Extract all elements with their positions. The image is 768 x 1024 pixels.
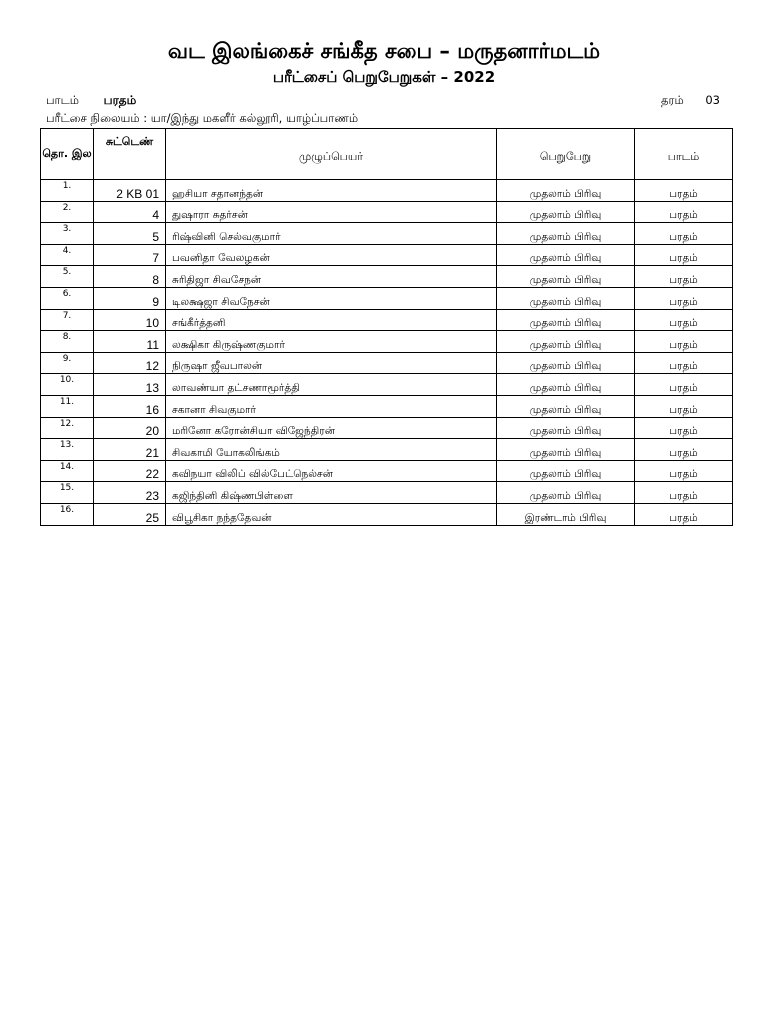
exam-center-row [46,110,358,126]
subject-cell: பரதம் [635,352,733,374]
index-number-cell: 8 [94,266,166,288]
table-row [41,460,733,482]
result-cell: முதலாம் பிரிவு [497,352,635,374]
student-name-cell: ரிஷ்வினி செல்வகுமார் [166,223,497,245]
result-cell: முதலாம் பிரிவு [497,482,635,504]
index-number-cell: 10 [94,309,166,331]
student-name-cell: நிருஷா ஜீவபாலன் [166,352,497,374]
table-row [41,439,733,461]
subject-cell: பரதம் [635,460,733,482]
table-row [41,395,733,417]
table-row [41,244,733,266]
grade-row [661,92,720,108]
results-body [41,180,733,526]
subject-cell: பரதம் [635,201,733,223]
subject-cell: பரதம் [635,395,733,417]
serial-number-cell: 8. [41,331,94,353]
index-number-cell: 2 KB 01 [94,180,166,202]
subject-row [46,92,136,108]
subject-cell: பரதம் [635,503,733,525]
index-number-cell: 23 [94,482,166,504]
student-name-cell: சங்கீர்த்தனி [166,309,497,331]
subject-cell: பரதம் [635,374,733,396]
document-subtitle: பரீட்சைப் பெறுபேறுகள் – 2022 [272,68,496,86]
index-number-cell: 4 [94,201,166,223]
index-number-cell: 22 [94,460,166,482]
index-number-cell: 16 [94,395,166,417]
student-name-cell: சிவகாமி யோகலிங்கம் [166,439,497,461]
serial-number-cell: 2. [41,201,94,223]
subject-cell: பரதம் [635,244,733,266]
subject-cell: பரதம் [635,482,733,504]
result-cell: இரண்டாம் பிரிவு [497,503,635,525]
serial-number-cell: 12. [41,417,94,439]
result-cell: முதலாம் பிரிவு [497,460,635,482]
subject-cell: பரதம் [635,180,733,202]
grade-value: 03 [705,93,720,107]
student-name-cell: ஹசியா சதானந்தன் [166,180,497,202]
subject-cell: பரதம் [635,287,733,309]
student-name-cell: லக்ஷிகா கிருஷ்ணகுமார் [166,331,497,353]
table-row [41,266,733,288]
header-full-name: முழுப்பெயர் [166,129,497,180]
index-number-cell: 7 [94,244,166,266]
exam-center-value: : யா/இந்து மகளீர் கல்லூரி, யாழ்ப்பாணம் [143,111,359,125]
serial-number-cell: 16. [41,503,94,525]
result-cell: முதலாம் பிரிவு [497,244,635,266]
result-cell: முதலாம் பிரிவு [497,201,635,223]
table-row [41,201,733,223]
subject-cell: பரதம் [635,266,733,288]
subject-cell: பரதம் [635,439,733,461]
result-cell: முதலாம் பிரிவு [497,287,635,309]
serial-number-cell: 1. [41,180,94,202]
result-cell: முதலாம் பிரிவு [497,266,635,288]
table-row [41,352,733,374]
grade-label: தரம் [661,93,684,107]
table-row [41,482,733,504]
serial-number-cell: 13. [41,439,94,461]
index-number-cell: 5 [94,223,166,245]
student-name-cell: மரினோ கரோன்சியா விஜேந்திரன் [166,417,497,439]
result-cell: முதலாம் பிரிவு [497,309,635,331]
student-name-cell: டிலக்ஷஜா சிவநேசன் [166,287,497,309]
index-number-cell: 20 [94,417,166,439]
table-row [41,503,733,525]
serial-number-cell: 7. [41,309,94,331]
document-title: வட இலங்கைச் சங்கீத சபை – மருதனார்மடம் [167,39,601,63]
subject-cell: பரதம் [635,309,733,331]
results-table [40,128,733,526]
index-number-cell: 9 [94,287,166,309]
index-number-cell: 11 [94,331,166,353]
result-cell: முதலாம் பிரிவு [497,180,635,202]
student-name-cell: சகானா சிவகுமார் [166,395,497,417]
serial-number-cell: 5. [41,266,94,288]
student-name-cell: லாவண்யா தட்சணாமூர்த்தி [166,374,497,396]
serial-number-cell: 9. [41,352,94,374]
table-row [41,309,733,331]
results-header-row [41,129,733,180]
student-name-cell: கஜிந்தினி கிஷ்ணபிள்ளை [166,482,497,504]
index-number-cell: 13 [94,374,166,396]
serial-number-cell: 11. [41,395,94,417]
serial-number-cell: 15. [41,482,94,504]
subject-cell: பரதம் [635,417,733,439]
header-result: பெறுபேறு [497,129,635,180]
table-row [41,331,733,353]
header-serial-number: தொ. இல [41,129,94,180]
subject-cell: பரதம் [635,331,733,353]
table-row [41,374,733,396]
exam-center-label: பரீட்சை நிலையம் [46,111,140,125]
serial-number-cell: 10. [41,374,94,396]
serial-number-cell: 3. [41,223,94,245]
serial-number-cell: 6. [41,287,94,309]
header-subject: பாடம் [635,129,733,180]
table-row [41,223,733,245]
serial-number-cell: 4. [41,244,94,266]
result-cell: முதலாம் பிரிவு [497,439,635,461]
table-row [41,180,733,202]
subject-label: பாடம் [46,93,79,107]
student-name-cell: விபூசிகா நந்ததேவன் [166,503,497,525]
student-name-cell: கவிநயா விலிப் வில்பேட்நெல்சன் [166,460,497,482]
index-number-cell: 12 [94,352,166,374]
result-cell: முதலாம் பிரிவு [497,331,635,353]
table-row [41,287,733,309]
header-index-number: சுட்டெண் [94,129,166,180]
student-name-cell: துஷாரா சுதர்சன் [166,201,497,223]
subject-cell: பரதம் [635,223,733,245]
student-name-cell: பவனிதா வேலழகன் [166,244,497,266]
result-cell: முதலாம் பிரிவு [497,223,635,245]
result-cell: முதலாம் பிரிவு [497,395,635,417]
index-number-cell: 21 [94,439,166,461]
table-row [41,417,733,439]
result-cell: முதலாம் பிரிவு [497,374,635,396]
student-name-cell: சுரிதிஜா சிவசேநன் [166,266,497,288]
index-number-cell: 25 [94,503,166,525]
subject-value: பரதம் [103,93,137,107]
serial-number-cell: 14. [41,460,94,482]
result-cell: முதலாம் பிரிவு [497,417,635,439]
